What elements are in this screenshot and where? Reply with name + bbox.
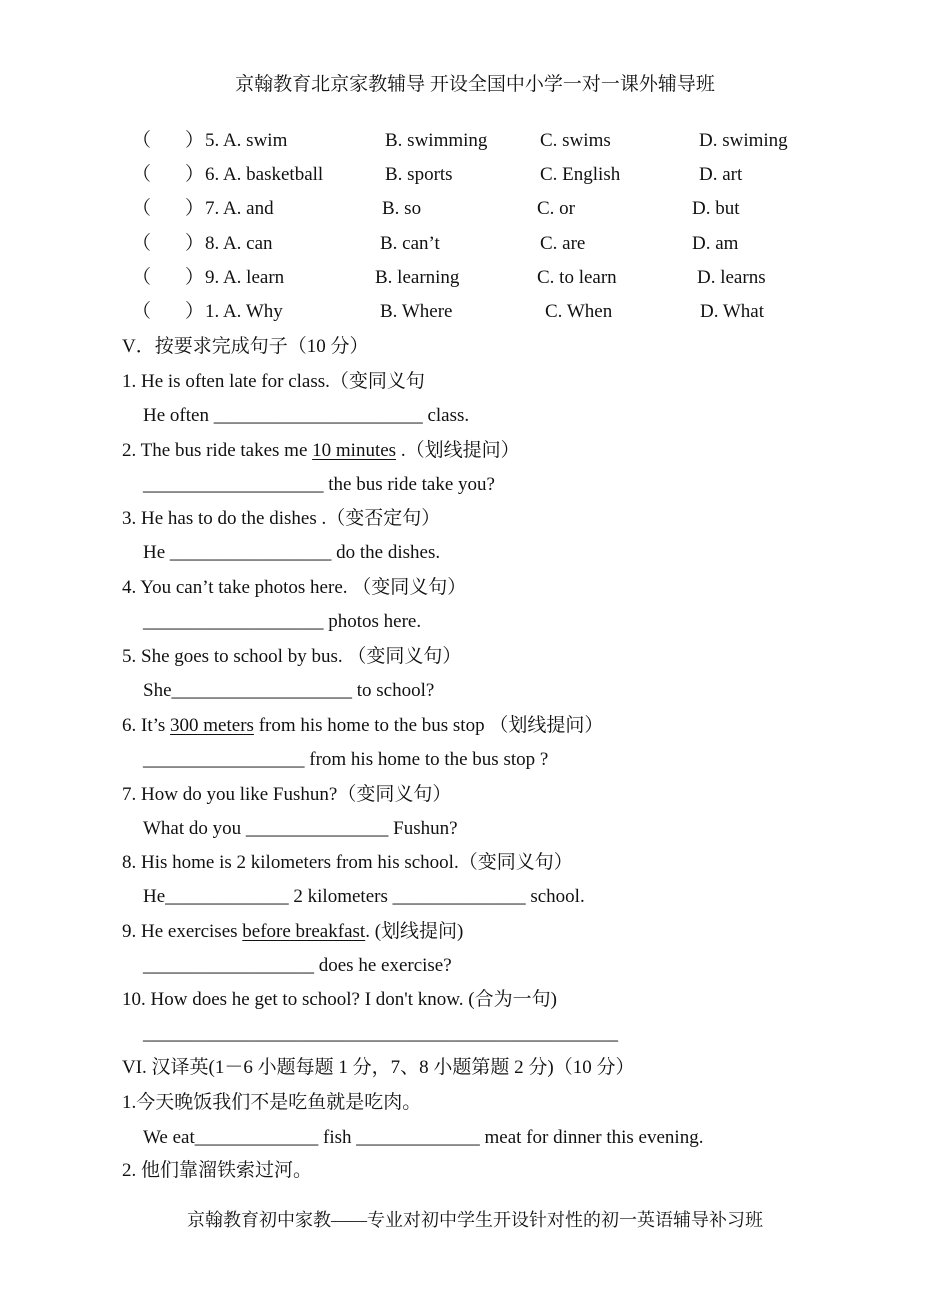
section-v-title: V．按要求完成句子（10 分） [122, 336, 369, 357]
choice-close: ） [185, 164, 205, 185]
choice-paren: （ [132, 267, 152, 288]
choice-b: B. so [382, 198, 422, 219]
choice-paren: （ [132, 301, 152, 322]
choice-paren: （ [132, 198, 152, 219]
answer-line-7[interactable]: What do you _______________ Fushun? [143, 818, 458, 839]
choice-paren: （ [132, 130, 152, 151]
choice-d: D. learns [697, 267, 766, 288]
choice-b: B. can’t [380, 233, 440, 254]
choice-d: D. am [692, 233, 739, 254]
question-text: 6. It’s [122, 715, 171, 736]
underlined-text: before breakfast [242, 921, 366, 942]
choice-c: C. to learn [537, 267, 617, 288]
section-vi-title: VI. 汉译英(1－6 小题每题 1 分，7、8 小题第题 2 分)（10 分） [122, 1057, 635, 1078]
answer-line-1[interactable]: He often ______________________ class. [143, 405, 470, 426]
answer-line-9[interactable]: __________________ does he exercise? [143, 955, 452, 976]
question-3: 3. He has to do the dishes .（变否定句） [122, 508, 441, 529]
choice-d: D. swiming [699, 130, 788, 151]
answer-line-2[interactable]: ___________________ the bus ride take you? [143, 474, 495, 495]
question-9 [122, 919, 463, 945]
choice-close: ） [185, 130, 205, 151]
question-text: 2. The bus ride takes me [122, 440, 313, 461]
underlined-text: 10 minutes [312, 440, 397, 461]
translation-question-2: 2. 他们靠溜铁索过河。 [122, 1160, 313, 1181]
question-7: 7. How do you like Fushun?（变同义句） [122, 784, 452, 805]
answer-line-8[interactable]: He_____________ 2 kilometers ______________ school. [143, 886, 585, 907]
question-1: 1. He is often late for class.（变同义句 [122, 371, 425, 392]
choice-c: C. are [540, 233, 586, 254]
choice-d: D. What [700, 301, 765, 322]
answer-line-4[interactable]: ___________________ photos here. [143, 611, 422, 632]
choice-close: ） [185, 198, 205, 219]
choice-paren: （ [132, 233, 152, 254]
underlined-text: 300 meters [170, 715, 254, 736]
question-2 [122, 438, 520, 464]
choice-c: C. or [537, 198, 575, 219]
translation-question-1: 1.今天晚饭我们不是吃鱼就是吃肉。 [122, 1092, 422, 1113]
page-header: 京翰教育北京家教辅导 开设全国中小学一对一课外辅导班 [235, 74, 715, 95]
answer-line-6[interactable]: _________________ from his home to the bus stop ? [143, 749, 549, 770]
choice-q: 7. A. and [205, 198, 274, 219]
question-10: 10. How does he get to school? I don't know. (合为一句) [122, 989, 557, 1010]
choice-c: C. English [540, 164, 621, 185]
page-footer: 京翰教育初中家教——专业对初中学生开设针对性的初一英语辅导补习班 [187, 1210, 763, 1230]
choice-d: D. art [699, 164, 743, 185]
translation-answer-1[interactable]: We eat_____________ fish _____________ meat for dinner this evening. [143, 1127, 704, 1148]
choice-q: 9. A. learn [205, 267, 285, 288]
choice-q: 8. A. can [205, 233, 273, 254]
choice-b: B. learning [375, 267, 460, 288]
choice-b: B. Where [380, 301, 453, 322]
question-8: 8. His home is 2 kilometers from his school.（变同义句） [122, 852, 573, 873]
choice-paren: （ [132, 164, 152, 185]
choice-q: 5. A. swim [205, 130, 288, 151]
choice-b: B. swimming [385, 130, 488, 151]
question-text: 9. He exercises [122, 921, 243, 942]
choice-close: ） [185, 301, 205, 322]
question-6 [122, 713, 603, 739]
answer-line-10[interactable]: __________________________________________________ [143, 1023, 618, 1044]
question-text: . (划线提问) [365, 921, 464, 942]
answer-line-3[interactable]: He _________________ do the dishes. [143, 542, 441, 563]
choice-close: ） [185, 267, 205, 288]
choice-q: 1. A. Why [205, 301, 283, 322]
question-4: 4. You can’t take photos here. （变同义句） [122, 577, 467, 598]
question-text: from his home to the bus stop （划线提问） [253, 715, 604, 736]
choice-q: 6. A. basketball [205, 164, 324, 185]
choice-d: D. but [692, 198, 740, 219]
choice-b: B. sports [385, 164, 453, 185]
question-text: .（划线提问） [396, 440, 520, 461]
choice-close: ） [185, 233, 205, 254]
question-5: 5. She goes to school by bus. （变同义句） [122, 646, 462, 667]
answer-line-5[interactable]: She___________________ to school? [143, 680, 435, 701]
choice-c: C. swims [540, 130, 611, 151]
choice-c: C. When [545, 301, 613, 322]
